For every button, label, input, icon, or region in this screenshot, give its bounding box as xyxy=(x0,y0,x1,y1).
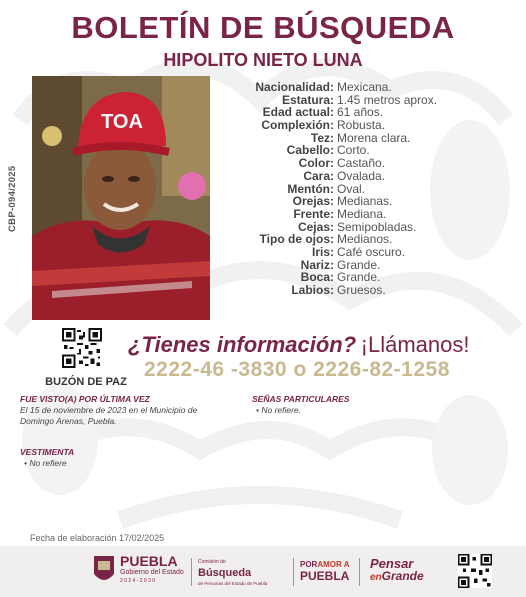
attribute-label: Tipo de ojos: xyxy=(259,232,334,247)
puebla-title: PUEBLA xyxy=(120,553,178,569)
pensar-en: en xyxy=(370,572,382,583)
attribute-row xyxy=(220,170,520,183)
attribute-label: Estatura: xyxy=(281,92,334,107)
attribute-value: Grande. xyxy=(337,257,381,272)
folio-number: CBP-094/2025 xyxy=(7,165,18,232)
attribute-label: Cejas: xyxy=(297,219,334,234)
attribute-label: Cabello: xyxy=(286,143,334,158)
footer-logos xyxy=(0,546,526,597)
attribute-row xyxy=(220,132,520,145)
attribute-value: Corto. xyxy=(337,143,370,158)
attribute-label: Iris: xyxy=(311,244,334,259)
attribute-row xyxy=(220,81,520,94)
attribute-label: Mentón: xyxy=(287,181,334,196)
last-seen-line-1: El 15 de noviembre de 2023 en el Municipio de xyxy=(20,405,198,415)
attribute-row xyxy=(220,284,520,297)
clothing-item: • No refiere xyxy=(24,458,67,468)
pensar-en-grande-logo xyxy=(370,558,424,584)
comision-small: Comisión de xyxy=(198,559,226,565)
attribute-value: Oval. xyxy=(337,181,366,196)
attribute-value: Mediana. xyxy=(337,206,387,221)
qr-code xyxy=(62,328,102,368)
attribute-value: 1.45 metros aprox. xyxy=(337,92,438,107)
person-name: HIPOLITO NIETO LUNA xyxy=(163,50,363,70)
attribute-value: Grande. xyxy=(337,270,381,285)
attribute-label: Orejas: xyxy=(292,194,334,209)
footer-divider xyxy=(293,558,294,586)
call-prompt: ¡Llámanos! xyxy=(360,332,470,357)
phone-numbers: 2222-46 -3830 o 2226-82-1258 xyxy=(144,358,450,381)
por-amor-a-puebla-logo xyxy=(300,560,350,583)
attribute-value: Mexicana. xyxy=(337,80,392,94)
attribute-label: Tez: xyxy=(310,130,334,145)
footer-qr-code xyxy=(458,554,492,588)
attribute-value: Morena clara. xyxy=(337,130,411,145)
last-seen-heading: FUE VISTO(A) POR ÚLTIMA VEZ xyxy=(20,394,150,404)
person-photo xyxy=(32,76,210,320)
clothing-value: No refiere xyxy=(29,458,67,468)
features-item: • No refiere. xyxy=(256,405,302,415)
attribute-label: Edad actual: xyxy=(262,105,334,120)
attribute-label: Color: xyxy=(298,156,334,171)
footer-divider xyxy=(191,558,192,586)
grande-word: Grande xyxy=(381,569,424,583)
puebla-years: 2 0 2 4 - 2 0 3 0 xyxy=(120,578,156,584)
attribute-row xyxy=(220,157,520,170)
attribute-row xyxy=(220,195,520,208)
attribute-label: Frente: xyxy=(293,206,334,221)
attribute-row xyxy=(220,119,520,132)
features-heading: SEÑAS PARTICULARES xyxy=(252,394,350,404)
footer-divider xyxy=(359,558,360,586)
puebla-government-logo xyxy=(92,554,184,586)
pensar-word: Pensar xyxy=(370,556,414,571)
state-shield-icon xyxy=(92,554,116,586)
amor-por: POR xyxy=(300,560,318,569)
attribute-label: Nacionalidad: xyxy=(255,80,334,94)
attribute-value: Semipobladas. xyxy=(337,219,417,234)
attribute-value: Medianas. xyxy=(337,194,393,209)
amor-amor: AMOR A xyxy=(317,560,350,569)
attribute-row xyxy=(220,246,520,259)
creation-date: Fecha de elaboración 17/02/2025 xyxy=(30,533,165,543)
attribute-label: Boca: xyxy=(300,270,334,285)
attribute-value: Ovalada. xyxy=(337,168,386,183)
puebla-subtitle: Gobierno del Estado xyxy=(120,569,184,576)
attribute-label: Cara: xyxy=(303,168,334,183)
last-seen-line-2: Domingo Arenas, Puebla. xyxy=(20,416,117,426)
attribute-value: Robusta. xyxy=(337,118,386,133)
attribute-value: Gruesos. xyxy=(337,283,386,297)
bulletin-title: BOLETÍN DE BÚSQUEDA xyxy=(71,10,455,45)
comision-title: Búsqueda xyxy=(198,567,252,579)
attribute-label: Complexión: xyxy=(261,118,334,133)
clothing-heading: VESTIMENTA xyxy=(20,447,75,457)
attribute-label: Labios: xyxy=(291,283,334,297)
cap-logo: TOA xyxy=(101,111,143,133)
attribute-value: 61 años. xyxy=(337,105,384,120)
comision-busqueda-logo xyxy=(198,558,267,588)
attribute-label: Nariz: xyxy=(300,257,334,272)
info-callout xyxy=(128,332,469,358)
attribute-value: Castaño. xyxy=(337,156,386,171)
comision-subtitle: de Personas del Estado de Puebla xyxy=(198,581,268,586)
features-value: No refiere. xyxy=(261,405,302,415)
buzon-de-paz-label: BUZÓN DE PAZ xyxy=(45,376,127,388)
attribute-row xyxy=(220,208,520,221)
physical-description xyxy=(220,81,520,297)
attribute-value: Medianos. xyxy=(337,232,393,247)
amor-puebla: PUEBLA xyxy=(300,569,350,583)
info-question: ¿Tienes información? xyxy=(128,332,357,357)
attribute-value: Café oscuro. xyxy=(337,244,406,259)
